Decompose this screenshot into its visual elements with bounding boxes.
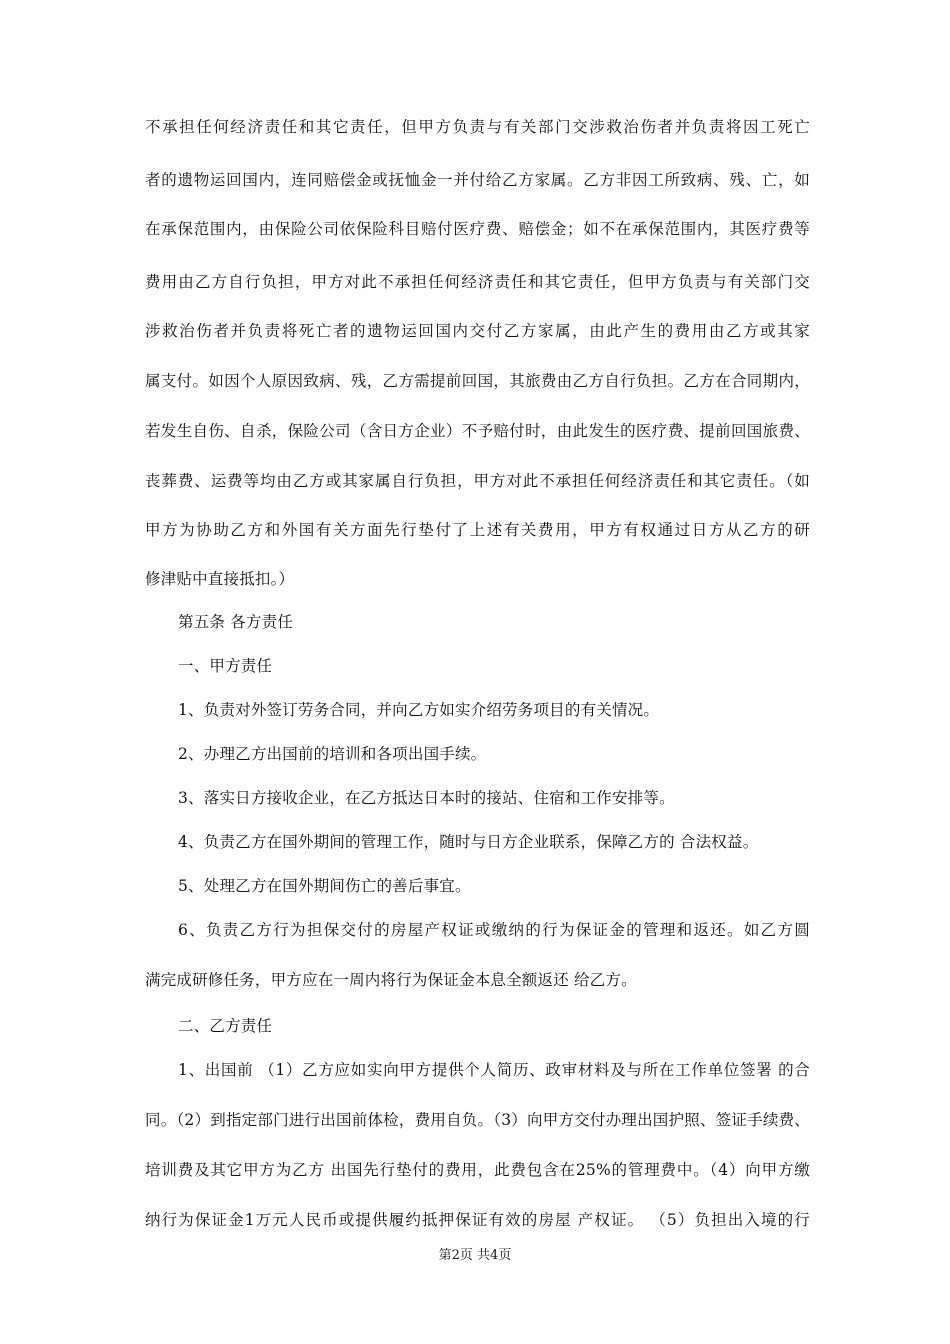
- paragraph-line: 不承担任何经济责任和其它责任，但甲方负责与有关部门交涉救治伤者并负责将因工死亡: [145, 118, 810, 136]
- list-item: 6、负责乙方行为担保交付的房屋产权证或缴纳的行为保证金的管理和返还。如乙方圆: [178, 921, 810, 939]
- list-item-continuation: 纳行为保证金1万元人民币或提供履约抵押保证有效的房屋 产权证。 （5）负担出入境的行: [145, 1211, 810, 1229]
- paragraph-line: 在承保范围内，由保险公司依保险科目赔付医疗费、赔偿金；如不在承保范围内，其医疗费等: [145, 220, 810, 238]
- page-footer: 第2页 共4页: [438, 1248, 512, 1263]
- paragraph-line: 丧葬费、运费等均由乙方或其家属自行负担，甲方对此不承担任何经济责任和其它责任。（如: [145, 472, 810, 490]
- list-item: 1、出国前 （1）乙方应如实向甲方提供个人简历、政审材料及与所在工作单位签署 的合: [178, 1061, 810, 1079]
- list-item: 5、处理乙方在国外期间伤亡的善后事宜。: [178, 877, 471, 895]
- list-item-continuation: 培训费及其它甲方为乙方 出国先行垫付的费用，此费包含在25%的管理费中。（4）向甲方缴: [145, 1161, 810, 1179]
- list-item: 3、落实日方接收企业，在乙方抵达日本时的接站、住宿和工作安排等。: [178, 789, 675, 807]
- party-b-heading: 二、乙方责任: [178, 1017, 273, 1035]
- list-item-continuation: 同。（2）到指定部门进行出国前体检，费用自负。（3）向甲方交付办理出国护照、签证手续费、: [145, 1111, 810, 1129]
- paragraph-line: 涉救治伤者并负责将死亡者的遗物运回国内交付乙方家属，由此产生的费用由乙方或其家: [145, 322, 810, 340]
- paragraph-line: 若发生自伤、自杀，保险公司（含日方企业）不予赔付时，由此发生的医疗费、提前回国旅费、: [145, 422, 810, 440]
- paragraph-line: 者的遗物运回国内，连同赔偿金或抚恤金一并付给乙方家属。乙方非因工所致病、残、亡，如: [145, 171, 810, 189]
- list-item: 2、办理乙方出国前的培训和各项出国手续。: [178, 745, 487, 763]
- article-title: 第五条 各方责任: [178, 613, 294, 631]
- list-item-continuation: 满完成研修任务，甲方应在一周内将行为保证金本息全额返还 给乙方。: [145, 971, 637, 989]
- list-item: 1、负责对外签订劳务合同，并向乙方如实介绍劳务项目的有关情况。: [178, 701, 660, 719]
- paragraph-line: 修津贴中直接抵扣。）: [145, 570, 295, 588]
- paragraph-line: 费用由乙方自行负担，甲方对此不承担任何经济责任和其它责任，但甲方负责与有关部门交: [145, 273, 810, 291]
- paragraph-line: 属支付。如因个人原因致病、残，乙方需提前回国，其旅费由乙方自行负担。乙方在合同期内，: [145, 372, 810, 390]
- party-a-heading: 一、甲方责任: [178, 657, 273, 675]
- paragraph-line: 甲方为协助乙方和外国有关方面先行垫付了上述有关费用，甲方有权通过日方从乙方的研: [145, 521, 810, 539]
- list-item: 4、负责乙方在国外期间的管理工作，随时与日方企业联系，保障乙方的 合法权益。: [178, 833, 759, 851]
